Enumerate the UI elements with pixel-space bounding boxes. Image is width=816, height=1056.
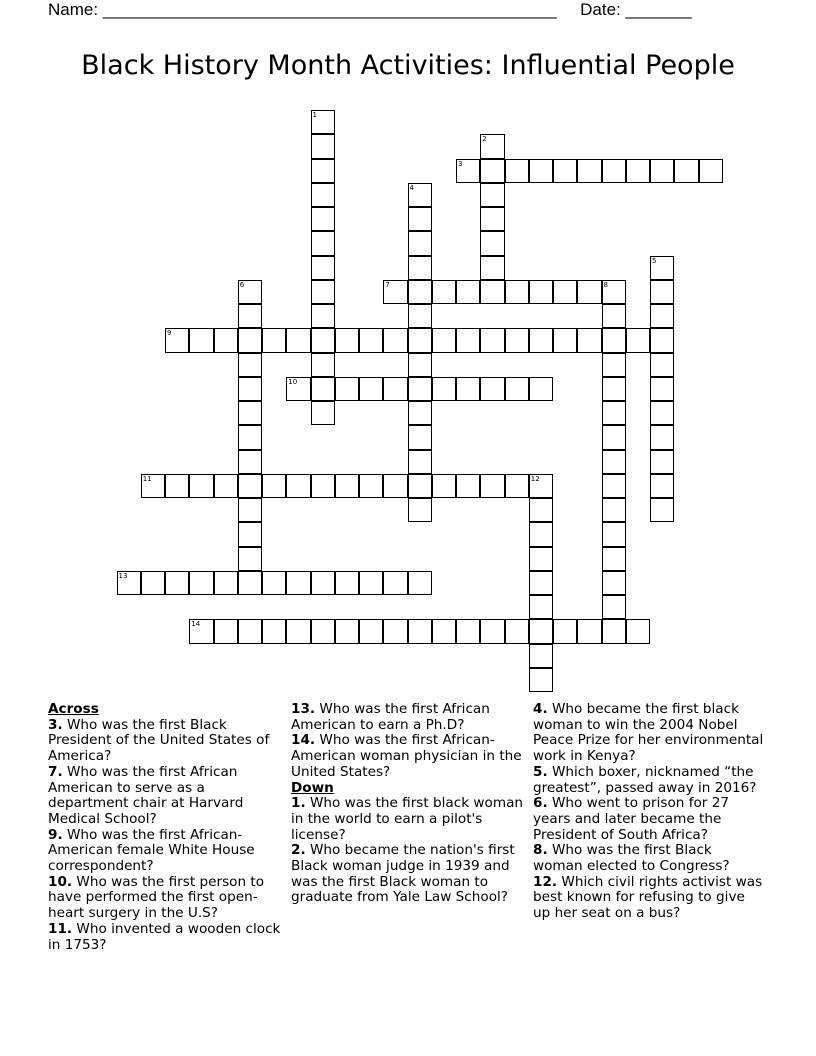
crossword-cell[interactable] [262, 571, 286, 595]
crossword-cell[interactable] [408, 353, 432, 377]
crossword-cell[interactable] [408, 256, 432, 280]
crossword-cell[interactable] [602, 401, 626, 425]
clue-across-10: 10. Who was the first person to have performed the first open-heart surgery in the U.S? [48, 873, 265, 922]
crossword-cell[interactable] [335, 328, 359, 352]
clues [48, 702, 768, 1002]
crossword-cell[interactable] [238, 401, 262, 425]
clue-number: 13 [118, 571, 128, 580]
crossword-cell[interactable] [480, 134, 504, 158]
crossword-cell[interactable] [335, 619, 359, 643]
crossword-cell[interactable] [650, 425, 674, 449]
crossword-cell[interactable] [408, 183, 432, 207]
crossword-cell[interactable] [602, 498, 626, 522]
crossword-cell[interactable] [214, 571, 238, 595]
down-heading: Down [291, 779, 334, 796]
crossword-cell[interactable] [650, 353, 674, 377]
crossword-cell[interactable] [529, 668, 553, 692]
crossword-cell[interactable] [238, 328, 262, 352]
crossword-cell[interactable] [189, 328, 213, 352]
crossword-cell[interactable] [311, 231, 335, 255]
crossword-cell[interactable] [529, 547, 553, 571]
clue-number: 14 [191, 620, 201, 629]
crossword-cell[interactable] [650, 304, 674, 328]
crossword-cell[interactable] [311, 353, 335, 377]
crossword-cell[interactable] [214, 619, 238, 643]
crossword-cell[interactable] [602, 353, 626, 377]
clue-down-2: 2. Who became the nation's first Black woman judge in 1939 and was the first Black woman to graduate from Yale Law School? [291, 842, 515, 906]
crossword-cell[interactable] [408, 498, 432, 522]
crossword-cell[interactable] [165, 571, 189, 595]
crossword-cell[interactable] [529, 474, 553, 498]
crossword-cell[interactable] [650, 256, 674, 280]
crossword-cell[interactable] [432, 328, 456, 352]
crossword-cell[interactable] [650, 280, 674, 304]
crossword-cell[interactable] [553, 159, 577, 183]
clue-number: 7 [385, 280, 390, 289]
crossword-cell[interactable] [602, 619, 626, 643]
crossword-cell[interactable] [311, 304, 335, 328]
crossword-cell[interactable] [408, 207, 432, 231]
crossword-cell[interactable] [238, 474, 262, 498]
crossword-cell[interactable] [359, 377, 383, 401]
crossword-cell[interactable] [650, 450, 674, 474]
crossword-cell[interactable] [286, 619, 310, 643]
crossword-cell[interactable] [262, 619, 286, 643]
crossword-cell[interactable] [311, 377, 335, 401]
crossword-cell[interactable] [383, 280, 407, 304]
crossword-cell[interactable] [505, 377, 529, 401]
crossword-cell[interactable] [383, 474, 407, 498]
crossword-cell[interactable] [311, 571, 335, 595]
clue-down-12: 12. Which civil rights activist was best known for refusing to give up her seat on a bus? [533, 873, 763, 922]
crossword-cell[interactable] [335, 571, 359, 595]
crossword-cell[interactable] [408, 425, 432, 449]
crossword-cell[interactable] [602, 547, 626, 571]
crossword-cell[interactable] [529, 571, 553, 595]
crossword-cell[interactable] [602, 450, 626, 474]
clue-number: 5 [652, 256, 657, 265]
crossword-cell[interactable] [238, 280, 262, 304]
crossword-cell[interactable] [480, 280, 504, 304]
crossword-cell[interactable] [311, 280, 335, 304]
crossword-cell[interactable] [529, 498, 553, 522]
crossword-cell[interactable] [189, 571, 213, 595]
crossword-cell[interactable] [553, 280, 577, 304]
crossword-cell[interactable] [577, 328, 601, 352]
clue-number: 2 [482, 135, 487, 144]
crossword-cell[interactable] [480, 183, 504, 207]
crossword-cell[interactable] [529, 328, 553, 352]
crossword-cell[interactable] [674, 159, 698, 183]
crossword-cell[interactable] [238, 425, 262, 449]
crossword-cell[interactable] [432, 619, 456, 643]
crossword-cell[interactable] [650, 377, 674, 401]
crossword-cell[interactable] [238, 571, 262, 595]
clue-number: 6 [239, 280, 245, 289]
crossword-cell[interactable] [238, 450, 262, 474]
crossword-cell[interactable] [383, 377, 407, 401]
crossword-cell[interactable] [626, 619, 650, 643]
clues-column-1 [48, 702, 286, 953]
crossword-cell[interactable] [650, 474, 674, 498]
crossword-cell[interactable] [456, 280, 480, 304]
crossword-cell[interactable] [238, 547, 262, 571]
crossword-cell[interactable] [165, 328, 189, 352]
crossword-cell[interactable] [262, 474, 286, 498]
crossword-cell[interactable] [311, 110, 335, 134]
crossword-cell[interactable] [505, 280, 529, 304]
crossword-cell[interactable] [505, 474, 529, 498]
crossword-cell[interactable] [238, 304, 262, 328]
crossword-cell[interactable] [238, 619, 262, 643]
crossword-cell[interactable] [165, 474, 189, 498]
crossword-cell[interactable] [626, 328, 650, 352]
crossword-cell[interactable] [480, 377, 504, 401]
clue-across-14: 14. Who was the first African-American woman physician in the United States? [291, 732, 522, 780]
crossword-cell[interactable] [529, 619, 553, 643]
clue-down-1: 1. Who was the first black woman in the world to earn a pilot's license? [291, 795, 524, 843]
crossword-cell[interactable] [141, 474, 165, 498]
crossword-cell[interactable] [408, 280, 432, 304]
crossword-cell[interactable] [553, 619, 577, 643]
crossword-cell[interactable] [602, 474, 626, 498]
clue-down-5: 5. Which boxer, nicknamed “the greatest”, passed away in 2016? [533, 763, 757, 796]
crossword-cell[interactable] [456, 619, 480, 643]
crossword-cell[interactable] [602, 595, 626, 619]
crossword-cell[interactable] [359, 619, 383, 643]
crossword-cell[interactable] [311, 207, 335, 231]
crossword-cell[interactable] [480, 474, 504, 498]
crossword-cell[interactable] [335, 474, 359, 498]
crossword-cell[interactable] [529, 595, 553, 619]
crossword-cell[interactable] [456, 328, 480, 352]
clue-number: 3 [458, 159, 463, 168]
crossword-cell[interactable] [480, 256, 504, 280]
crossword-cell[interactable] [359, 474, 383, 498]
crossword-cell[interactable] [262, 328, 286, 352]
date-line: _______ [625, 0, 692, 19]
crossword-cell[interactable] [480, 231, 504, 255]
crossword-cell[interactable] [480, 328, 504, 352]
crossword-cell[interactable] [602, 328, 626, 352]
crossword-cell[interactable] [602, 159, 626, 183]
crossword-cell[interactable] [577, 280, 601, 304]
crossword-cell[interactable] [311, 159, 335, 183]
clue-across-13: 13. Who was the first African American to earn a Ph.D? [291, 701, 490, 733]
crossword-cell[interactable] [529, 159, 553, 183]
crossword-cell[interactable] [408, 450, 432, 474]
crossword-cell[interactable] [456, 377, 480, 401]
crossword-cell[interactable] [480, 159, 504, 183]
crossword-cell[interactable] [408, 328, 432, 352]
date-label: Date: [580, 0, 621, 19]
crossword-cell[interactable] [238, 498, 262, 522]
clue-number: 10 [288, 377, 298, 386]
crossword-cell[interactable] [650, 159, 674, 183]
crossword-cell[interactable] [238, 522, 262, 546]
clue-across-7: 7. Who was the first African American to serve as a department chair at Harvard Medical School? [48, 763, 244, 827]
crossword-cell[interactable] [189, 474, 213, 498]
crossword-cell[interactable] [311, 183, 335, 207]
crossword-cell[interactable] [529, 522, 553, 546]
crossword-cell[interactable] [117, 571, 141, 595]
crossword-cell[interactable] [480, 619, 504, 643]
crossword-cell[interactable] [408, 571, 432, 595]
crossword-cell[interactable] [553, 328, 577, 352]
clue-down-6: 6. Who went to prison for 27 years and later became the President of South Africa? [533, 795, 730, 843]
crossword-cell[interactable] [383, 571, 407, 595]
crossword-cell[interactable] [214, 328, 238, 352]
crossword-cell[interactable] [286, 328, 310, 352]
clues-column-2 [291, 702, 529, 906]
crossword-cell[interactable] [189, 619, 213, 643]
clue-across-9: 9. Who was the first African-American female White House correspondent? [48, 826, 255, 875]
page-title: Black History Month Activities: Influential People [81, 50, 735, 81]
crossword-cell[interactable] [238, 353, 262, 377]
name-line: ________________________________________________ [102, 0, 557, 19]
crossword-cell[interactable] [577, 619, 601, 643]
crossword-cell[interactable] [408, 377, 432, 401]
crossword-cell[interactable] [311, 401, 335, 425]
crossword-cell[interactable] [408, 619, 432, 643]
crossword-cell[interactable] [286, 474, 310, 498]
crossword-cell[interactable] [408, 304, 432, 328]
crossword-cell[interactable] [408, 401, 432, 425]
crossword-cell[interactable] [626, 159, 650, 183]
crossword-cell[interactable] [335, 377, 359, 401]
clue-number: 4 [409, 183, 414, 192]
crossword-cell[interactable] [383, 328, 407, 352]
crossword-cell[interactable] [602, 280, 626, 304]
crossword-cell[interactable] [311, 256, 335, 280]
clue-number: 11 [142, 474, 152, 483]
crossword-cell[interactable] [214, 474, 238, 498]
crossword-cell[interactable] [602, 304, 626, 328]
crossword-cell[interactable] [286, 377, 310, 401]
crossword-cell[interactable] [141, 571, 165, 595]
clue-number: 1 [312, 111, 317, 119]
crossword-cell[interactable] [650, 401, 674, 425]
clue-across-11: 11. Who invented a wooden clock in 1753? [48, 920, 281, 953]
crossword-cell[interactable] [505, 159, 529, 183]
across-heading: Across [48, 701, 99, 717]
clue-number: 12 [530, 474, 540, 483]
crossword-cell[interactable] [408, 474, 432, 498]
crossword-cell[interactable] [505, 328, 529, 352]
crossword-cell[interactable] [529, 280, 553, 304]
clue-number: 9 [167, 329, 172, 338]
crossword-cell[interactable] [602, 425, 626, 449]
crossword-cell[interactable] [577, 159, 601, 183]
crossword-cell[interactable] [602, 377, 626, 401]
crossword-cell[interactable] [311, 619, 335, 643]
crossword-cell[interactable] [383, 619, 407, 643]
crossword-cell[interactable] [456, 159, 480, 183]
clue-down-8: 8. Who was the first Black woman elected to Congress? [533, 842, 730, 875]
crossword-cell[interactable] [359, 328, 383, 352]
crossword-cell[interactable] [529, 377, 553, 401]
clue-down-4: 4. Who became the first black woman to win the 2004 Nobel Peace Prize for her environmental work in Kenya? [533, 701, 764, 765]
crossword-cell[interactable] [432, 474, 456, 498]
crossword-cell[interactable] [432, 280, 456, 304]
crossword-cell[interactable] [602, 522, 626, 546]
crossword-cell[interactable] [699, 159, 723, 183]
clue-across-3: 3. Who was the first Black President of the United States of America? [48, 716, 270, 765]
crossword-cell[interactable] [311, 134, 335, 158]
name-label: Name: [48, 0, 99, 19]
crossword-cell[interactable] [238, 377, 262, 401]
crossword-cell[interactable] [408, 231, 432, 255]
crossword-cell[interactable] [432, 377, 456, 401]
crossword-cell[interactable] [505, 619, 529, 643]
crossword-cell[interactable] [311, 328, 335, 352]
crossword-cell[interactable] [286, 571, 310, 595]
crossword-cell[interactable] [650, 328, 674, 352]
crossword-cell[interactable] [311, 474, 335, 498]
crossword-cell[interactable] [456, 474, 480, 498]
clues-column-3 [533, 702, 765, 922]
crossword-cell[interactable] [359, 571, 383, 595]
crossword-cell[interactable] [650, 498, 674, 522]
crossword-cell[interactable] [529, 644, 553, 668]
crossword-cell[interactable] [480, 207, 504, 231]
crossword-cell[interactable] [602, 571, 626, 595]
clue-number: 8 [603, 280, 608, 289]
